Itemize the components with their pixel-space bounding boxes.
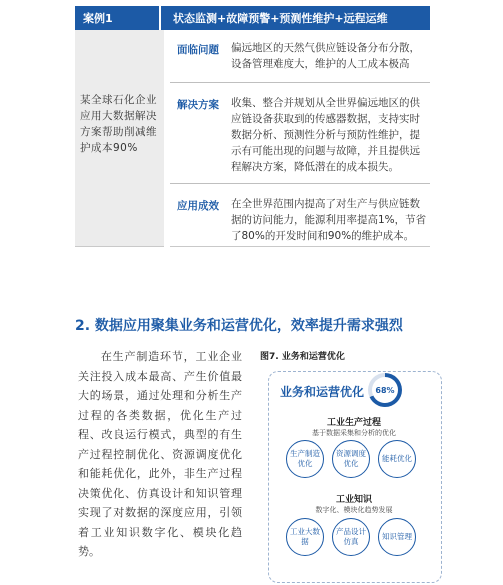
section-title: 2. 数据应用聚集业务和运营优化，效率提升需求强烈 [75,318,403,334]
row-divider [170,82,430,83]
case-topic: 状态监测+故障预警+预测性维护+远程运维 [173,12,388,25]
row-text-solution: 收集、整合并规划从全世界偏远地区的供应链设备获取到的传感器数据，支持实时数据分析、预测性分析与预防性维护，提示有可能出现的问题与故障，并且提供远程解决方案，降低潜在的成本损失。 [231,97,420,173]
row-label-solution: 解决方案 [177,99,219,111]
percent-label: 68% [372,377,398,403]
table-bottom-border [170,246,430,247]
bubble-production-optimization: 生产制造优化 [286,440,324,478]
row-label-problem: 面临问题 [177,44,219,56]
bubble-product-simulation: 产品设计仿真 [332,518,370,556]
row-text-result: 在全世界范围内提高了对生产与供应链数据的访问能力，能源利用率提高1%，节省了80%的开发时间和90%的维护成本。 [231,198,427,242]
case-description: 某全球石化企业应用大数据解决方案帮助削减维护成本90% [80,94,157,154]
group1-desc: 基于数据采集和分析的优化 [312,429,396,437]
bubble-industrial-bigdata: 工业大数据 [286,518,324,556]
section-paragraph: 在生产制造环节，工业企业关注投入成本最高、产生价值最大的场景，通过处理和分析生产过程的各类数据，优化生产过程、改良运行模式，典型的有生产过程控制优化、资源调度优化和能耗优化，此外，非生产过程决策优化、仿真设计和知识管理实现了对数据的深度应用，引领着工业知识数字化、模块化趋势。 [78,350,242,558]
row-text-problem: 偏远地区的天然气供应链设备分布分散，设备管理难度大，维护的人工成本极高 [231,42,420,70]
bubble-energy-optimization: 能耗优化 [378,440,416,478]
figure-card-title: 业务和运营优化 [280,385,365,399]
bubble-knowledge-management: 知识管理 [378,518,416,556]
bubble-resource-scheduling: 资源调度优化 [332,440,370,478]
figure-caption: 图7. 业务和运营优化 [260,352,345,362]
case-number: 案例1 [75,6,161,30]
group1-title: 工业生产过程 [326,418,381,428]
case-table-header [75,6,430,30]
group2-desc: 数字化、模块化趋势发展 [315,506,393,514]
row-divider [170,183,430,184]
group2-title: 工业知识 [335,495,372,505]
row-label-result: 应用成效 [177,200,219,212]
